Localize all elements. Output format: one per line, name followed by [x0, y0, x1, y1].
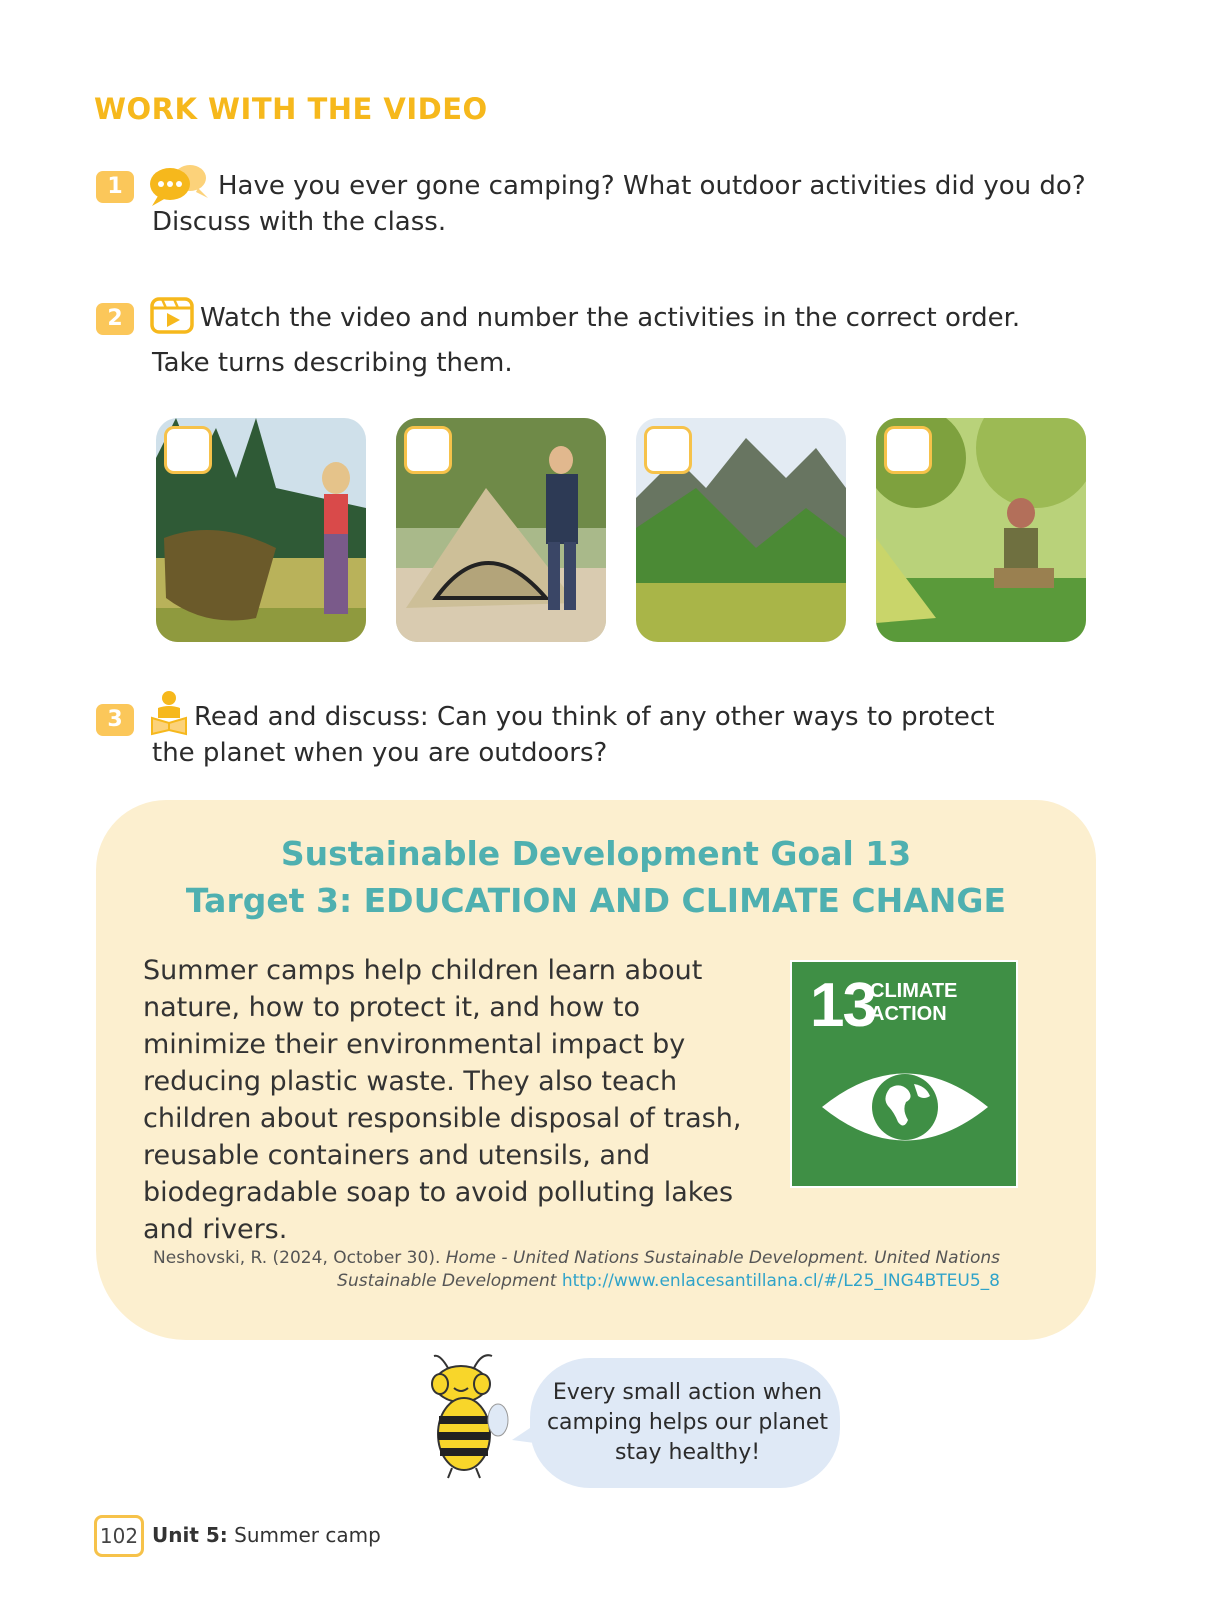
activity-2-text-line2: Take turns describing them.: [152, 348, 513, 378]
sdg-title-line2: Target 3: EDUCATION AND CLIMATE CHANGE: [185, 881, 1007, 920]
activity-3-text-line2: the planet when you are outdoors?: [152, 738, 608, 768]
activity-1-text: Have you ever gone camping? What outdoor activities did you do?: [218, 171, 1086, 201]
activity-number-1: 1: [96, 171, 134, 203]
unit-label: [152, 1523, 381, 1547]
activity-number-3: 3: [96, 704, 134, 736]
citation-source: Home - United Nations Sustainable Development. United Nations Sustainable Development: [337, 1248, 1000, 1291]
video-play-icon: [150, 297, 194, 339]
photo-child-staking-tent: [876, 418, 1086, 642]
reading-person-icon: [150, 690, 188, 740]
activity-2-text: Watch the video and number the activities in the correct order.: [200, 303, 1021, 333]
citation-author: Neshovski, R. (2024, October 30).: [153, 1248, 446, 1268]
order-checkbox-2[interactable]: [404, 426, 452, 474]
unit-number: Unit 5:: [152, 1523, 228, 1547]
eye-globe-icon: [818, 1062, 992, 1156]
sdg-body-text: Summer camps help children learn about nature, how to protect it, and how to minimize their environmental impact by reducing plastic waste. They also teach children about responsible disposal of trash, reusable containers and utensils, and biodegradable soap to avoid polluting lakes and rivers.: [143, 955, 742, 1245]
activity-1-text-line2: Discuss with the class.: [152, 207, 447, 237]
sdg-logo-number: 13: [810, 971, 875, 1040]
mascot-speech-text: Every small action when camping helps our planet stay healthy!: [546, 1380, 829, 1465]
order-checkbox-1[interactable]: [164, 426, 212, 474]
sdg-title-line1: Sustainable Development Goal 13: [280, 834, 912, 873]
citation: [150, 1247, 1000, 1293]
photo-girl-tarp: [156, 418, 366, 642]
section-title: WORK WITH THE VIDEO: [94, 92, 488, 126]
bee-mascot-icon: [418, 1350, 514, 1484]
sdg-logo-label-line1: CLIMATE: [870, 980, 958, 1002]
sdg-title: [96, 830, 1096, 924]
speech-bubbles-icon: [148, 162, 210, 210]
sdg-logo-label: [870, 980, 957, 1026]
order-checkbox-3[interactable]: [644, 426, 692, 474]
activity-number-2: 2: [96, 303, 134, 335]
sdg-13-climate-action-logo: [790, 960, 1018, 1188]
page-number: 102: [94, 1515, 144, 1557]
photo-boy-tent: [396, 418, 606, 642]
sdg-logo-label-line2: ACTION: [870, 1003, 947, 1025]
citation-link[interactable]: http://www.enlacesantillana.cl/#/L25_ING4BTEU5_8: [561, 1271, 1000, 1291]
order-checkbox-4[interactable]: [884, 426, 932, 474]
photo-mountain-valley: [636, 418, 846, 642]
activity-3-text: Read and discuss: Can you think of any other ways to protect: [194, 702, 995, 732]
unit-title: Summer camp: [234, 1523, 381, 1547]
